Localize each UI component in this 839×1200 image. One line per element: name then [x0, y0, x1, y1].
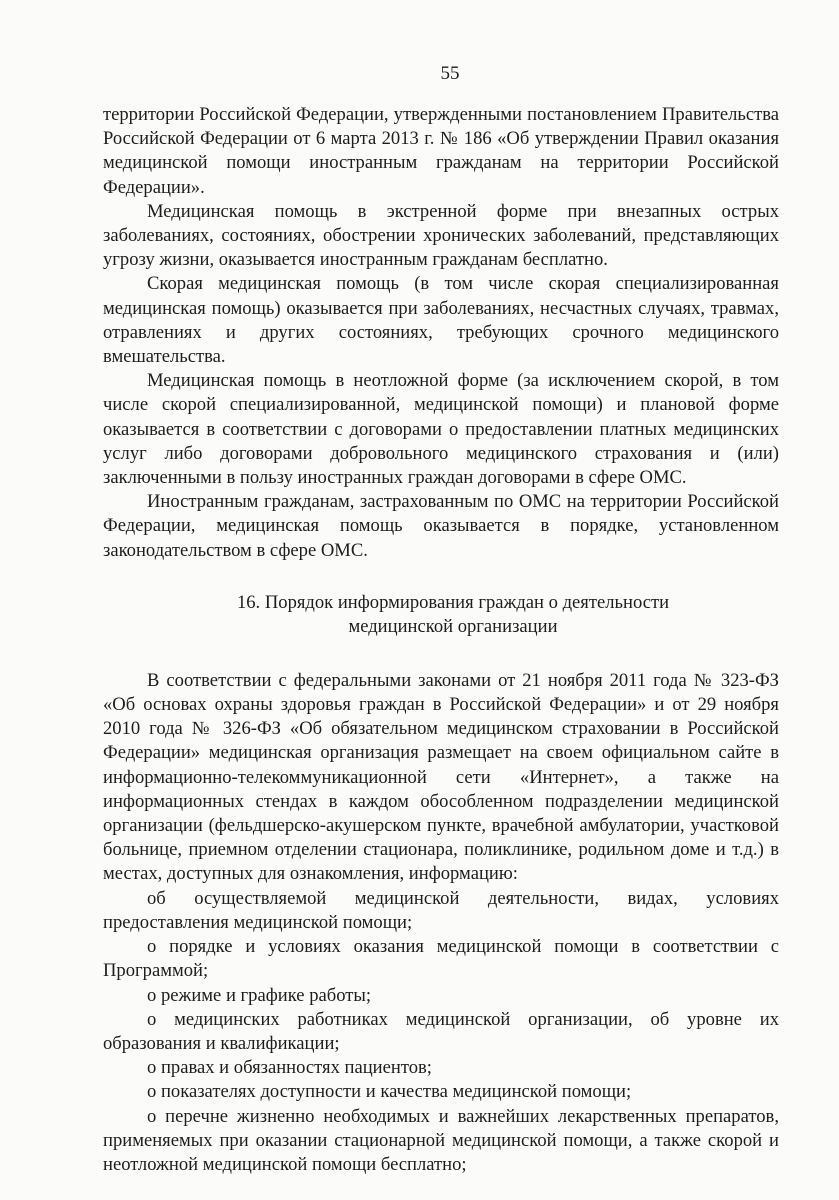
paragraph: В соответствии с федеральными законами от 21 ноября 2011 года № 323-ФЗ «Об основах охраны здоровья граждан в Российской Федерации» и от 29 ноября 2010 года № 326-ФЗ «Об обязательном медицинском страховании в Российской Федерации» медицинская организация размещает на своем официальном сайте в информационно-телекоммуникационной сети «Интернет», а также на информационных стендах в каждом обособленном подразделении медицинской организации (фельдшерско-акушерском пункте, врачебной амбулатории, участковой больнице, приемном отделении стационара, поликлинике, родильном доме и т.д.) в местах, доступных для ознакомления, информацию:: [103, 669, 779, 885]
list-item: о порядке и условиях оказания медицинской помощи в соответствии с Программой;: [103, 936, 779, 982]
paragraph: Медицинская помощь в экстренной форме при внезапных острых заболеваниях, состояниях, обострении хронических заболеваний, представляющих угрозу жизни, оказывается иностранным гражданам бесплатно.: [103, 200, 779, 271]
list-item: о режиме и графике работы;: [147, 984, 372, 1006]
list-item: о перечне жизненно необходимых и важнейших лекарственных препаратов, применяемых при оказании стационарной медицинской помощи, а также скорой и неотложной медицинской помощи бесплатно;: [103, 1105, 779, 1175]
paragraph: Иностранным гражданам, застрахованным по ОМС на территории Российской Федерации, медицинская помощь оказывается в порядке, установленном законодательством в сфере ОМС.: [103, 491, 779, 561]
section-heading-line: 16. Порядок информирования граждан о деятельности: [236, 591, 670, 613]
list-item: о медицинских работниках медицинской организации, об уровне их образования и квалификации;: [103, 1008, 779, 1054]
list-item: об осуществляемой медицинской деятельности, видах, условиях предоставления медицинской помощи;: [103, 887, 779, 933]
text-block-before-heading: [103, 103, 779, 563]
section-heading: [103, 591, 779, 639]
paragraph-continuation: территории Российской Федерации, утвержденными постановлением Правительства Российской Федерации от 6 марта 2013 г. № 186 «Об утверждении Правил оказания медицинской помощи иностранным гражданам на территории Российской Федерации».: [103, 104, 779, 198]
list-item: о правах и обязанностях пациентов;: [147, 1057, 432, 1079]
page-number: 55: [440, 63, 460, 84]
paragraph: Скорая медицинская помощь (в том числе скорая специализированная медицинская помощь) оказывается при заболеваниях, несчастных случаях, травмах, отравлениях и других состояниях, требующих срочного медицинского вмешательства.: [103, 273, 779, 368]
text-block-after-heading: [103, 669, 779, 1177]
paragraph: Медицинская помощь в неотложной форме (за исключением скорой, в том числе скорой специализированной, медицинской помощи) и плановой форме оказывается в соответствии с договорами о предоставлении платных медицинских услуг либо договорами добровольного медицинского страхования и (или) заключенными в пользу иностранных граждан договорами в сфере ОМС.: [103, 370, 779, 489]
document-body: [103, 103, 779, 1177]
list-item: о показателях доступности и качества медицинской помощи;: [147, 1081, 632, 1103]
section-heading-line: медицинской организации: [348, 615, 558, 637]
